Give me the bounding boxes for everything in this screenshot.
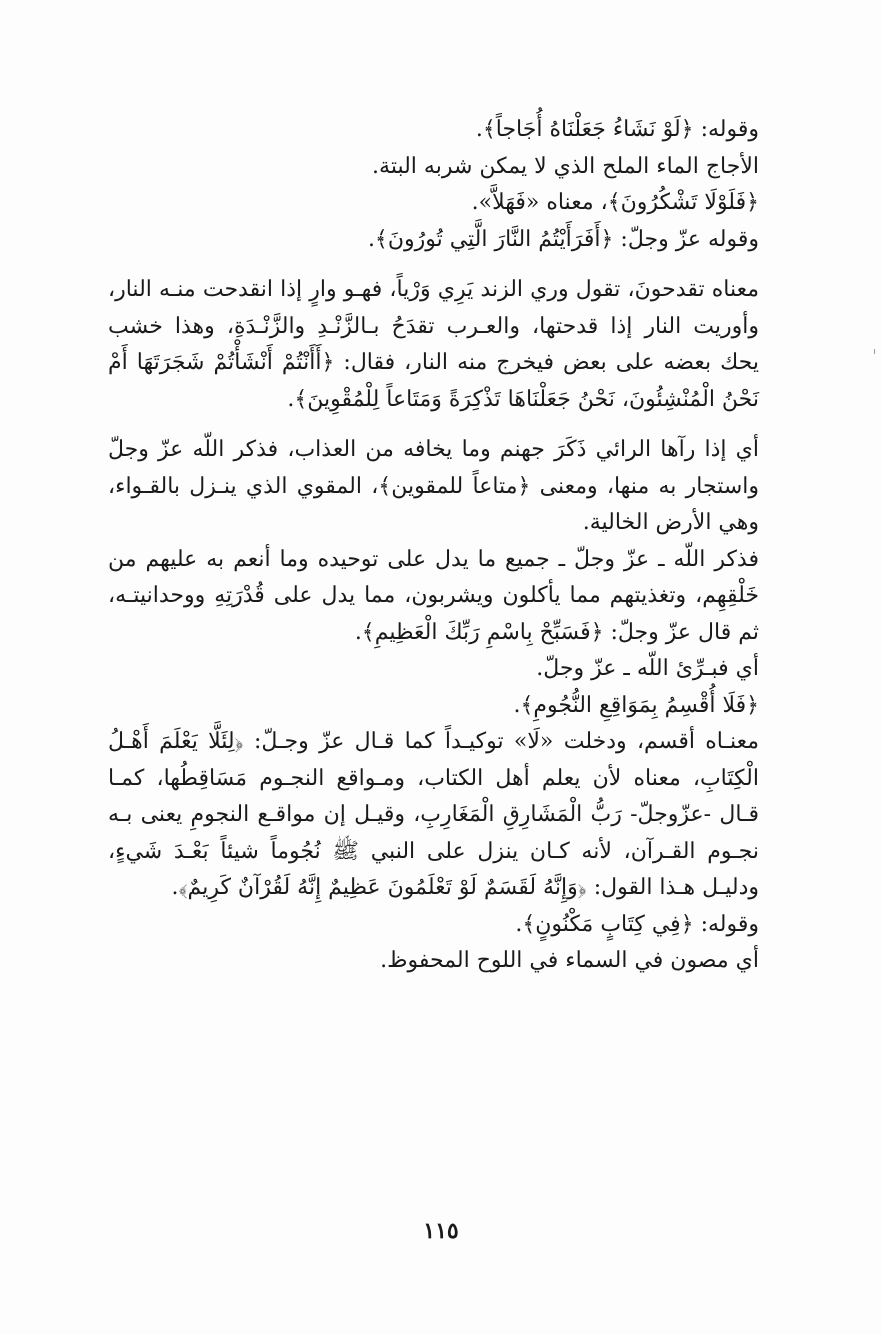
paragraph-tawhid: فذكر اللّه ـ عزّ وجلّ ـ جميع ما يدل على توحيده وما أنعم به عليهم من خَلْقِهِم، وتغذيتهم مما يأكلون ويشربون، مما يدل على قُدْرَتِهِ ووحدانيتـه، ثم قال عزّ وجلّ: ﴿فَسَبِّحْ بِاسْمِ رَبِّكَ الْعَظِيمِ﴾. [108,546,759,645]
line-fabarri: أي فبـرِّئ اللّه ـ عزّ وجلّ. [536,656,759,681]
verse-line-turun: وقوله عزّ وجلّ: ﴿أَفَرَأَيْتُمُ النَّارَ الَّتِي تُورُونَ﴾. [367,226,759,252]
margin-mark [874,349,875,354]
page-number: ١١٥ [423,1218,459,1244]
verse-line-ajaj: وقوله: ﴿لَوْ نَشَاءُ جَعَلْنَاهُ أُجَاجاً﴾. [475,117,759,142]
paragraph-tuqdahun: معناه تقدحونَ، تقول وري الزند يَرِي وَرْياً، فهـو وارٍ إذا انقدحت منـه النار، وأوريت النار إذا قدحتها، والعـرب تقدَحُ بـالزَّنْـدِ والزَّنْـدَةِ، وهذا خشب يحك بعضه على بعض فيخرج منه النار، فقال: ﴿أَأَنْتُمْ أَنْشَأْتُمْ شَجَرَتَهَا أَمْ نَحْنُ الْمُنْشِئُونَ، نَحْنُ جَعَلْنَاهَا تَذْكِرَةً وَمَتَاعاً لِلْمُقْوِينَ﴾. [108,277,759,412]
verse-line-tashkurun: ﴿فَلَوْلَا تَشْكُرُونَ﴾، معناه «فَهَلاَّ». [471,190,759,215]
paragraph-muqwin: أي إذا رآها الرائي ذَكَرَ جهنم وما يخافه من العذاب، فذكر اللّه عزّ وجلّ واستجار به منها، ومعنى ﴿متاعاً للمقوين﴾، المقوي الذي ينـزل بالقـواء، وهي الأرض الخالية. [108,437,759,535]
definition-maknun: أي مصون في السماء في اللوح المحفوظ. [380,948,759,973]
definition-ajaj: الأجاج الماء الملح الذي لا يمكن شربه البتة. [372,153,759,179]
page-body [108,112,817,980]
verse-line-maknun: وقوله: ﴿فِي كِتَابٍ مَكْنُونٍ﴾. [515,911,759,937]
verse-line-nujum: ﴿فَلَا أُقْسِمُ بِمَوَاقِعِ النُّجُومِ﴾. [513,692,759,718]
paragraph-uqsim: معنـاه أقسم، ودخلت «لَا» توكيـداً كما قـال عزّ وجـلّ: ﴿لِئَلَّا يَعْلَمَ أَهْـلُ الْكِتَابِ، معناه لأن يعلم أهل الكتاب، ومـواقع النجـوم مَسَاقِطُها، كمـا قـال -عزّوجلّ- رَبُّ الْمَشَارِقِ الْمَغَارِبِ، وقيـل إن مواقـع النجومِ يعنى بـه نجـوم القـرآن، لأنه كـان ينزل على النبي ﷺ نُجُوماً شيئاً بَعْـدَ شَيءٍ، ودليـل هـذا القول: ﴿وَإِنَّهُ لَقَسَمٌ لَوْ تَعْلَمُونَ عَظِيمٌ إِنَّهُ لَقُرْآنٌ كَرِيمٌ﴾. [108,729,759,900]
